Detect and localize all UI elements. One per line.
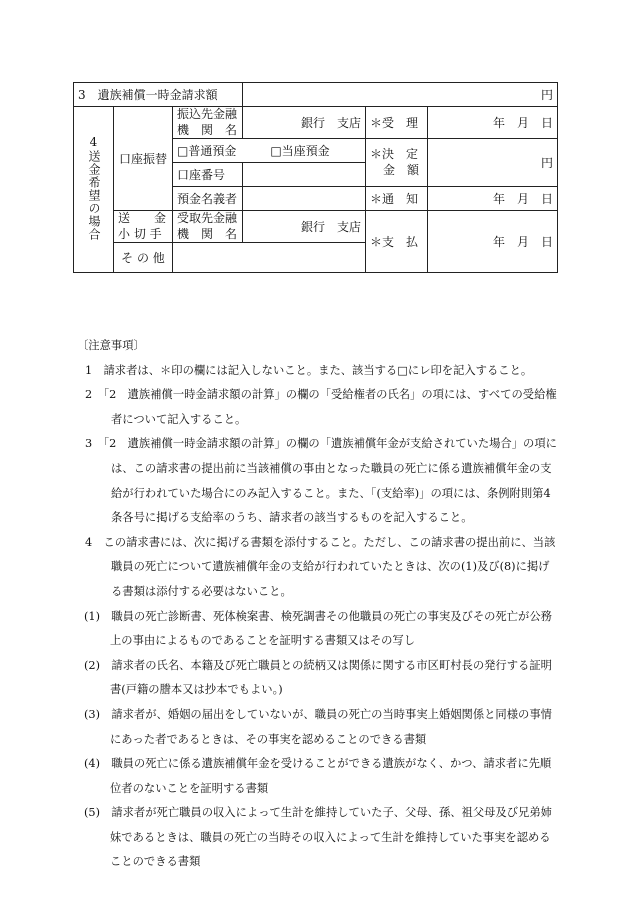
section3-amount-field[interactable]: 円 [243,83,558,107]
shiharai-label: ＊支 払 [366,211,428,273]
account-holder-label: 預金名義者 [173,187,243,211]
sonota-field[interactable] [173,243,366,273]
furikomi-bank-label: 振込先金融 機 関 名 [173,107,243,139]
uketori-bank-label: 受取先金融 機 関 名 [173,211,243,243]
notes-heading: 〔注意事項〕 [77,339,145,352]
note-subitem: (2) 請求者の氏名、本籍及び死亡職員との続柄又は関係に関する市区町村長の発行する証明書(戸籍の謄本又は抄本でもよい。) [84,658,552,697]
furikomi-bank-field[interactable]: 銀行 支店 [243,107,366,139]
note-subitem: (4) 職員の死亡に係る遺族補償年金を受けることができる遺族がなく、かつ、請求者に先順位者のないことを証明する書類 [84,757,552,795]
juri-label: ＊受 理 [366,107,428,139]
touza-checkbox[interactable]: □当座預金 [270,144,330,159]
note-subitem: (5) 請求者が死亡職員の収入によって生計を維持していた子、父母、孫、祖父母及び兄弟姉妹であるときは、職員の死亡の当時その収入によって生計を維持していた事実を認めることのできる書類 [84,806,552,869]
account-holder-field[interactable] [243,187,366,211]
kouza-furikae-label: 口座振替 [114,107,173,211]
account-number-field[interactable] [243,163,366,187]
kettei-amount-field[interactable]: 円 [428,139,558,187]
note-subitem: (1) 職員の死亡診断書、死体検案書、検死調書その他職員の死亡の事実及びその死亡が公務上の事由によるものであることを証明する書類又はその写し [84,609,552,648]
tsuchi-label: ＊通 知 [366,187,428,211]
note-item: 2 「2 遺族補償一時金請求額の計算」の欄の「受給権者の氏名」の項には、すべての受給権者について記入すること。 [85,388,557,426]
note-subitem: (3) 請求者が、婚姻の届出をしていないが、職員の死亡の当時事実上婚姻関係と同様の事情にあった者であるときは、その事実を認めることのできる書類 [84,707,552,746]
soukin-kogitte-label: 送 金 小 切 手 [114,211,173,243]
note-item: 4 この請求書には、次に掲げる書類を添付すること。ただし、この請求書の提出前に、当該職員の死亡について遺族補償年金の支給が行われていたときは、次の(1)及び(8)に掲げる書類は添付する必要はないこと。 [85,535,556,598]
notes-section [73,334,557,875]
kettei-label: ＊決 定 金 額 [366,139,428,187]
section4-number: 4 [89,134,98,149]
shiharai-date-field[interactable]: 年 月 日 [428,211,558,273]
section3-label: 3 遺族補償一時金請求額 [74,83,243,107]
account-number-label: 口座番号 [173,163,243,187]
claim-form-table [73,82,558,273]
futsu-checkbox[interactable]: □普通預金 [177,144,237,159]
sonota-label: そ の 他 [114,243,173,273]
uketori-bank-field[interactable]: 銀行 支店 [243,211,366,243]
section4-label [74,107,114,273]
section4-title: 送金希望の場合 [87,149,101,241]
note-item: 1 請求者は、＊印の欄には記入しないこと。また、該当する□にレ印を記入すること。 [85,363,533,377]
juri-date-field[interactable]: 年 月 日 [428,107,558,139]
tsuchi-date-field[interactable]: 年 月 日 [428,187,558,211]
account-type-options [173,139,366,163]
note-item: 3 「2 遺族補償一時金請求額の計算」の欄の「遺族補償年金が支給されていた場合」の項には、この請求書の提出前に当該補償の事由となった職員の死亡に係る遺族補償年金の支給が行われていた場合にのみ記入すること。また、「(支給率)」の項には、条例附則第4条各号に掲げる支給率のうち、請求者の該当するものを記入すること。 [85,437,557,525]
